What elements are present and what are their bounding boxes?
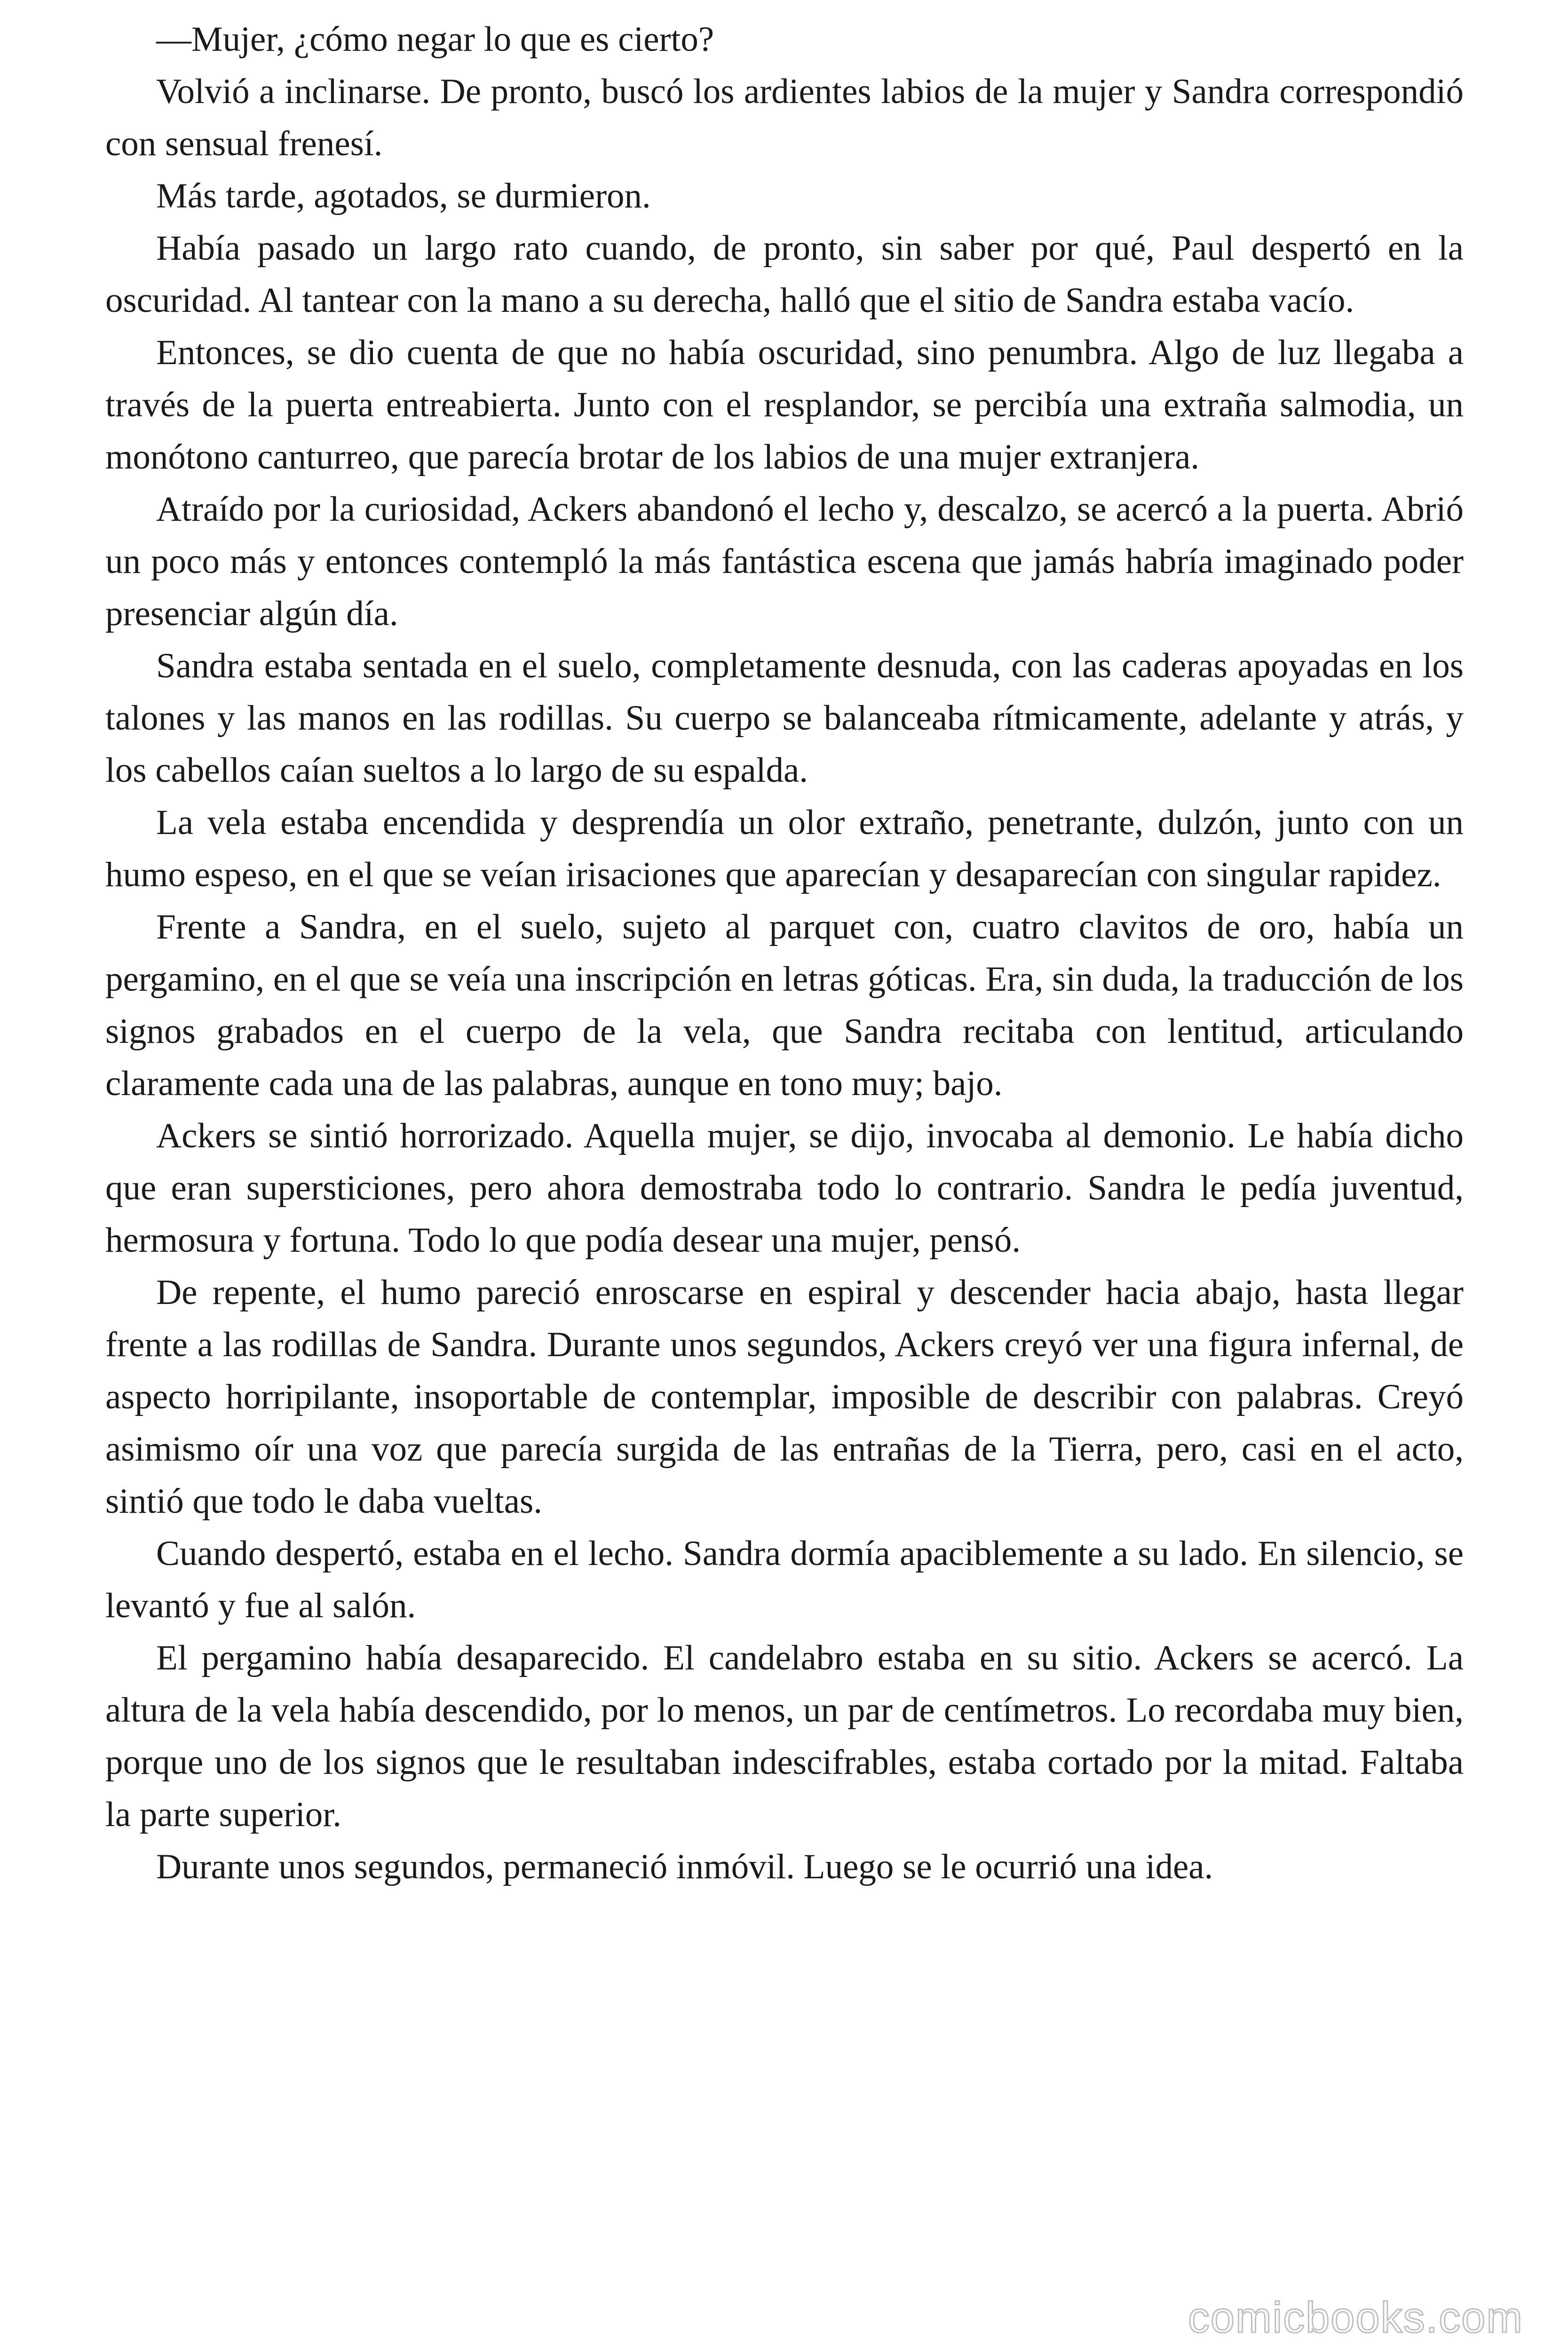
watermark: comicbooks.com <box>1188 2294 1523 2342</box>
paragraph: El pergamino había desaparecido. El candelabro estaba en su sitio. Ackers se acercó. La altura de la vela había descendido, por lo menos, un par de centímetros. Lo recordaba muy bien, porque uno de los signos que le resultaban indescifrables, estaba cortado por la mitad. Faltaba la parte superior. <box>105 1638 1464 1834</box>
paragraph: Durante unos segundos, permaneció inmóvil. Luego se le ocurrió una idea. <box>156 1847 1213 1886</box>
paragraph: Ackers se sintió horrorizado. Aquella mujer, se dijo, invocaba al demonio. Le había dicho que eran supersticiones, pero ahora demostraba todo lo contrario. Sandra le pedía juventud, hermosura y fortuna. Todo lo que podía desear una mujer, pensó. <box>105 1116 1464 1260</box>
paragraph: Sandra estaba sentada en el suelo, completamente desnuda, con las caderas apoyadas en los talones y las manos en las rodillas. Su cuerpo se balanceaba rítmicamente, adelante y atrás, y los cabellos caían sueltos a lo largo de su espalda. <box>105 646 1464 790</box>
paragraph: Entonces, se dio cuenta de que no había oscuridad, sino penumbra. Algo de luz llegaba a través de la puerta entreabierta. Junto con el resplandor, se percibía una extraña salmodia, un monótono canturreo, que parecía brotar de los labios de una mujer extranjera. <box>105 333 1464 477</box>
paragraph: Volvió a inclinarse. De pronto, buscó los ardientes labios de la mujer y Sandra correspondió con sensual frenesí. <box>105 72 1464 163</box>
paragraph: La vela estaba encendida y desprendía un olor extraño, penetrante, dulzón, junto con un humo espeso, en el que se veían irisaciones que aparecían y desaparecían con singular rapidez. <box>105 803 1464 894</box>
paragraph: —Mujer, ¿cómo negar lo que es cierto? <box>156 20 714 59</box>
paragraph: Había pasado un largo rato cuando, de pronto, sin saber por qué, Paul despertó en la oscuridad. Al tantear con la mano a su derecha, halló que el sitio de Sandra estaba vacío. <box>105 229 1464 320</box>
paragraph: Más tarde, agotados, se durmieron. <box>156 176 651 215</box>
paragraph: Frente a Sandra, en el suelo, sujeto al parquet con, cuatro clavitos de oro, había un pergamino, en el que se veía una inscripción en letras góticas. Era, sin duda, la traducción de los signos grabados en el cuerpo de la vela, que Sandra recitaba con lentitud, articulando claramente cada una de las palabras, aunque en tono muy; bajo. <box>105 907 1464 1103</box>
book-page-text <box>105 13 1464 1893</box>
paragraph: Atraído por la curiosidad, Ackers abandonó el lecho y, descalzo, se acercó a la puerta. Abrió un poco más y entonces contempló la más fantástica escena que jamás habría imaginado poder presenciar algún día. <box>105 490 1464 633</box>
paragraph: De repente, el humo pareció enroscarse en espiral y descender hacia abajo, hasta llegar frente a las rodillas de Sandra. Durante unos segundos, Ackers creyó ver una figura infernal, de aspecto horripilante, insoportable de contemplar, imposible de describir con palabras. Creyó asimismo oír una voz que parecía surgida de las entrañas de la Tierra, pero, casi en el acto, sintió que todo le daba vueltas. <box>105 1273 1464 1521</box>
paragraph: Cuando despertó, estaba en el lecho. Sandra dormía apaciblemente a su lado. En silencio, se levantó y fue al salón. <box>105 1534 1464 1625</box>
